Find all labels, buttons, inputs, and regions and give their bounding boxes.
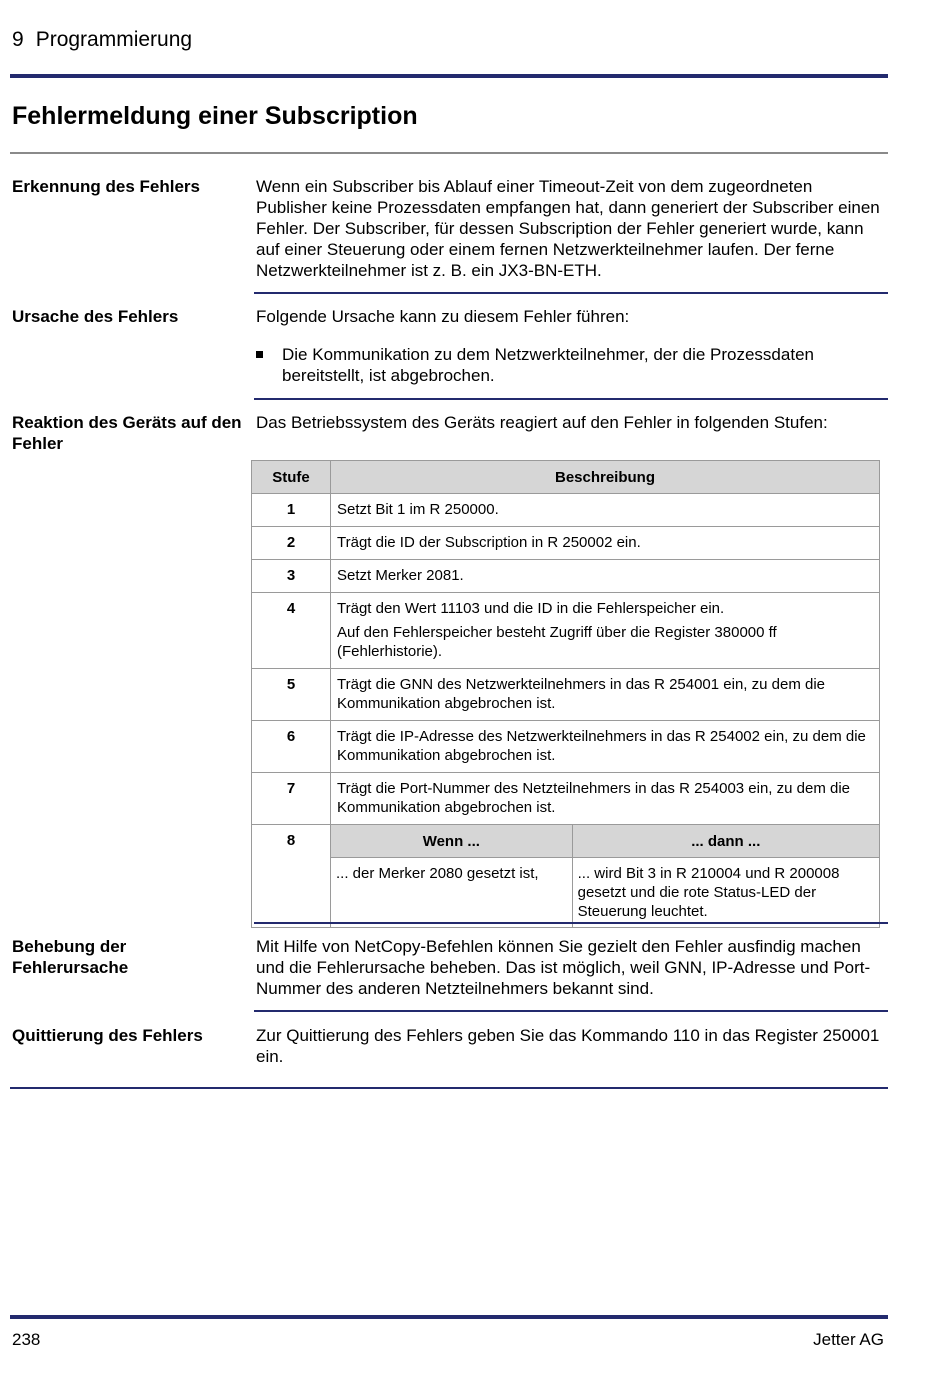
text-ursache-intro: Folgende Ursache kann zu diesem Fehler führen:: [256, 307, 630, 326]
label-erkennung: Erkennung des Fehlers: [12, 177, 200, 196]
section-rule: [254, 1010, 888, 1012]
page-header: [12, 28, 192, 52]
col-header-beschreibung: Beschreibung: [331, 461, 880, 494]
text-behebung: Mit Hilfe von NetCopy-Befehlen können Sie gezielt den Fehler ausfindig machen und die Fehlerursache beheben. Das ist möglich, weil GNN, IP-Adresse und Port-Nummer des anderen Netzteilnehmers bekannt sind.: [256, 937, 871, 998]
table-row: [252, 773, 880, 825]
col-header-wenn: Wenn ...: [331, 825, 572, 858]
cell-text: Setzt Merker 2081.: [337, 567, 464, 584]
dann-cell: ... wird Bit 3 in R 210004 und R 200008 gesetzt und die rote Status-LED der Steuerung leuchtet.: [572, 858, 879, 928]
condition-header-row: [331, 825, 879, 858]
label-reaktion: Reaktion des Geräts auf den Fehler: [12, 413, 242, 453]
beschreibung-cell: [331, 494, 880, 527]
bullet-icon: [256, 351, 263, 358]
beschreibung-cell: [331, 773, 880, 825]
table-row: [252, 593, 880, 669]
beschreibung-cell: [331, 560, 880, 593]
section-rule: [254, 922, 888, 924]
col-header-dann: ... dann ...: [572, 825, 879, 858]
bullet-text: Die Kommunikation zu dem Netzwerkteilnehmer, der die Prozessdaten bereitstellt, ist abgebrochen.: [282, 345, 814, 385]
cell-text: Trägt die ID der Subscription in R 250002 ein.: [337, 534, 641, 551]
chapter-number: 9: [12, 28, 24, 51]
cell-text: Auf den Fehlerspeicher besteht Zugriff über die Register 380000 ff (Fehlerhistorie).: [337, 624, 777, 660]
beschreibung-cell: [331, 669, 880, 721]
label-behebung: Behebung der Fehlerursache: [12, 937, 129, 977]
header-rule: [10, 74, 888, 78]
table-header-row: [252, 461, 880, 494]
page-number: 238: [12, 1330, 41, 1349]
beschreibung-cell: [331, 527, 880, 560]
page-title: Fehlermeldung einer Subscription: [12, 102, 418, 130]
footer-rule: [10, 1315, 888, 1319]
cell-text: Setzt Bit 1 im R 250000.: [337, 501, 499, 518]
beschreibung-cell: [331, 721, 880, 773]
wenn-cell: ... der Merker 2080 gesetzt ist,: [331, 858, 572, 928]
stufe-cell: 5: [252, 669, 331, 721]
section-rule: [254, 398, 888, 400]
section-rule: [254, 292, 888, 294]
cell-text: Trägt den Wert 11103 und die ID in die Fehlerspeicher ein.: [337, 600, 725, 617]
table-row: [252, 527, 880, 560]
company-name: Jetter AG: [813, 1330, 884, 1349]
stufe-cell: 6: [252, 721, 331, 773]
cell-text: Trägt die IP-Adresse des Netzwerkteilnehmers in das R 254002 ein, zu dem die Kommunikation abgebrochen ist.: [337, 728, 866, 764]
stufe-cell: 4: [252, 593, 331, 669]
table-row: [252, 669, 880, 721]
table-row: [252, 560, 880, 593]
steps-table: [251, 460, 880, 928]
table-row: [252, 721, 880, 773]
table-row: [252, 494, 880, 527]
beschreibung-cell: [331, 825, 880, 928]
col-header-stufe: Stufe: [252, 461, 331, 494]
text-erkennung: Wenn ein Subscriber bis Ablauf einer Timeout-Zeit von dem zugeordneten Publisher keine Prozessdaten empfangen hat, dann generiert der Subscriber einen Fehler. Der Subscriber, für dessen Subscription der Fehler generiert wurde, kann auf einer Steuerung oder einem fernen Netzwerkteilnehmer laufen. Der ferne Netzwerkteilnehmer ist z. B. ein JX3-BN-ETH.: [256, 177, 880, 280]
condition-row: [331, 858, 879, 928]
stufe-cell: 3: [252, 560, 331, 593]
chapter-title: Programmierung: [35, 28, 193, 51]
label-ursache: Ursache des Fehlers: [12, 307, 179, 326]
text-reaktion-intro: Das Betriebssystem des Geräts reagiert auf den Fehler in folgenden Stufen:: [256, 413, 828, 432]
title-rule: [10, 152, 888, 154]
condition-table: [331, 825, 879, 927]
end-rule: [10, 1087, 888, 1089]
stufe-cell: 2: [252, 527, 331, 560]
list-item: [256, 344, 876, 386]
cell-text: Trägt die Port-Nummer des Netzteilnehmers in das R 254003 ein, zu dem die Kommunikation abgebrochen ist.: [337, 780, 851, 816]
stufe-cell: 1: [252, 494, 331, 527]
beschreibung-cell: [331, 593, 880, 669]
stufe-cell: 7: [252, 773, 331, 825]
text-quittierung: Zur Quittierung des Fehlers geben Sie das Kommando 110 in das Register 250001 ein.: [256, 1026, 880, 1066]
label-quittierung: Quittierung des Fehlers: [12, 1026, 203, 1045]
cell-text: Trägt die GNN des Netzwerkteilnehmers in das R 254001 ein, zu dem die Kommunikation abgebrochen ist.: [337, 676, 826, 712]
stufe-cell: 8: [252, 825, 331, 928]
table-row: [252, 825, 880, 928]
